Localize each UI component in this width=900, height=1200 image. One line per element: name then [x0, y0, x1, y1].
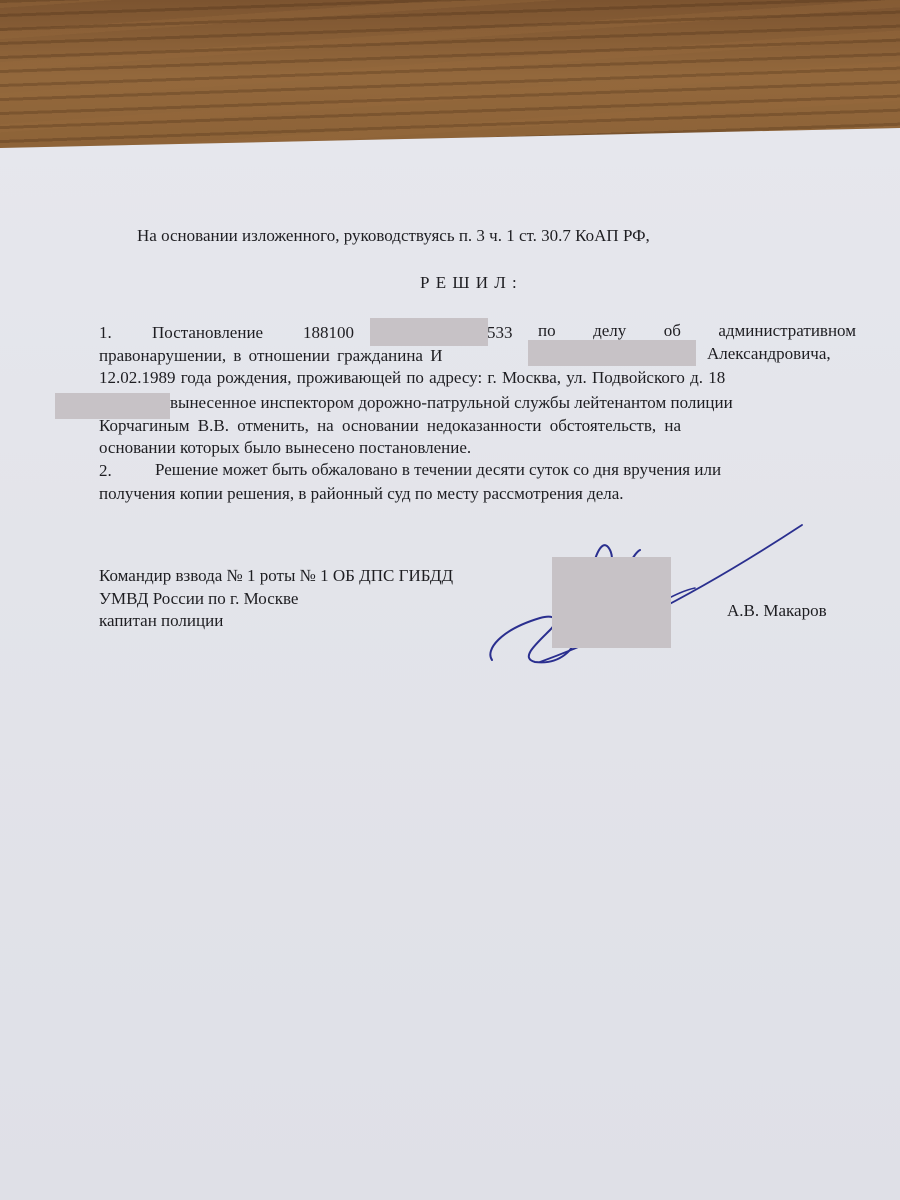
signer-position-line3: капитан полиции [99, 611, 224, 630]
item1-number: 1. [99, 323, 112, 342]
signer-position-line2: УМВД России по г. Москве [99, 589, 299, 608]
intro-line: На основании изложенного, руководствуясь п. 3 ч. 1 ст. 30.7 КоАП РФ, [137, 226, 650, 245]
item1-word: Постановление [152, 323, 264, 342]
word: делу [593, 321, 627, 340]
resolution-number-start: 188100 [303, 323, 354, 342]
item1-line2: правонарушении, в отношении гражданина И [99, 346, 443, 365]
item2-line2: получения копии решения, в районный суд по месту рассмотрения дела. [99, 484, 624, 503]
signer-position-line1: Командир взвода № 1 роты № 1 ОБ ДПС ГИБДД [99, 566, 454, 585]
heading-resolved: Р Е Ш И Л : [420, 273, 518, 292]
item1-line3: 12.02.1989 года рождения, проживающей по адресу: г. Москва, ул. Подвойского д. 18 [99, 368, 726, 387]
redaction-block [528, 340, 696, 366]
word: об [663, 321, 681, 340]
item1-line2-end: Александровича, [707, 344, 831, 363]
item1-line6: основании которых было вынесено постановление. [99, 438, 472, 457]
item2-number: 2. [99, 461, 112, 480]
redaction-block [552, 557, 671, 648]
redaction-block [370, 318, 488, 346]
item1-line4: вынесенное инспектором дорожно-патрульной службы лейтенантом полиции [170, 393, 733, 412]
signer-name: А.В. Макаров [727, 601, 827, 620]
item1-line1-tail [538, 321, 856, 341]
resolution-number-end: 533 [487, 323, 513, 342]
item2-line1: Решение может быть обжаловано в течении десяти суток со дня вручения или [155, 460, 722, 479]
word: административном [718, 321, 856, 340]
item1-line5: Корчагиным В.В. отменить, на основании недоказанности обстоятельств, на [99, 416, 681, 435]
word: по [538, 321, 556, 340]
